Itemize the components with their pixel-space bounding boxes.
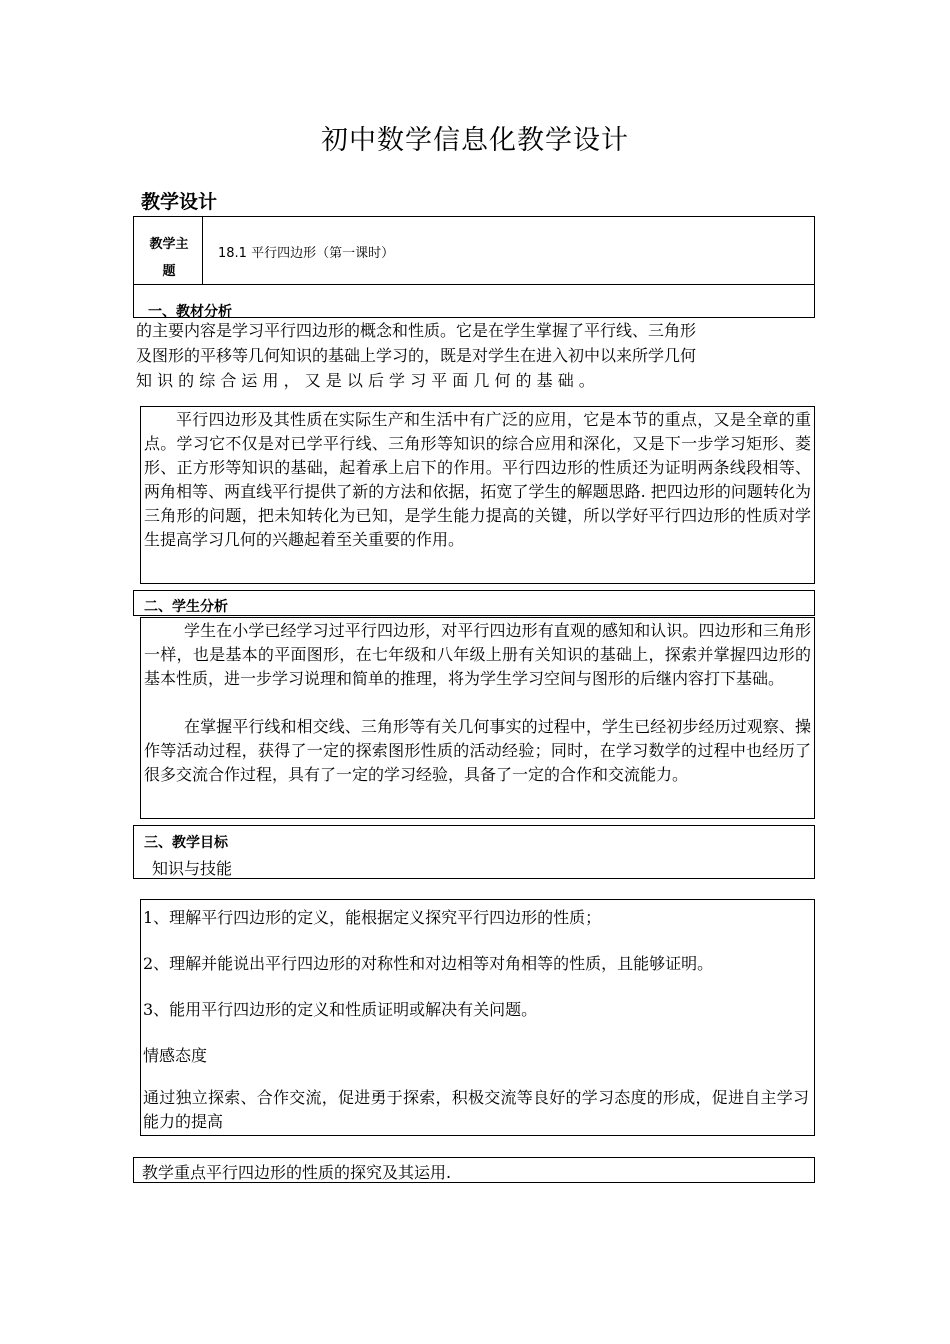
section3-heading-box xyxy=(133,825,815,879)
intro-line: 的主要内容是学习平行四边形的概念和性质。它是在学生掌握了平行线、三角形 xyxy=(136,321,697,340)
topic-label-cell xyxy=(134,217,203,284)
section1-paragraph: 平行四边形及其性质在实际生产和生活中有广泛的应用，它是本节的重点，又是全章的重点。学习它不仅是对已学平行线、三角形等知识的综合应用和深化，又是下一步学习矩形、菱形、正方形等知识的基础，起着承上启下的作用。平行四边形的性质还为证明两条线段相等、两角相等、两直线平行提供了新的方法和依据，拓宽了学生的解题思路. 把四边形的问题转化为三角形的问题，把未知转化为已知，是学生能力提高的关键，所以学好平行四边形的性质对学生提高学习几何的兴趣起着至关重要的作用。 xyxy=(144,410,811,549)
section2-heading-box xyxy=(133,590,815,616)
topic-label: 教学主题 xyxy=(149,237,189,279)
section3-subheading: 知识与技能 xyxy=(152,859,233,878)
section1-heading-box xyxy=(133,284,815,318)
goal-item: 1、理解平行四边形的定义，能根据定义探究平行四边形的性质； xyxy=(143,908,602,927)
attitude-text: 通过独立探索、合作交流，促进勇于探索，积极交流等良好的学习态度的形成，促进自主学习能力的提高 xyxy=(143,1088,809,1131)
section1-heading: 一、教材分析 xyxy=(148,304,232,320)
topic-table xyxy=(133,216,815,285)
intro-line: 知 识 的 综 合 运 用 ， 又 是 以 后 学 习 平 面 几 何 的 基 础 。 xyxy=(136,371,595,390)
goal-item: 3、能用平行四边形的定义和性质证明或解决有关问题。 xyxy=(143,1000,538,1019)
attitude-label: 情感态度 xyxy=(143,1046,208,1065)
goal-item: 2、理解并能说出平行四边形的对称性和对边相等对角相等的性质，且能够证明。 xyxy=(143,954,714,973)
focus-box xyxy=(133,1157,815,1183)
section2-para1: 学生在小学已经学习过平行四边形，对平行四边形有直观的感知和认识。四边形和三角形一样，也是基本的平面图形，在七年级和八年级上册有关知识的基础上，探索并掌握四边形的基本性质，进一步学习说理和简单的推理，将为学生学习空间与图形的后继内容打下基础。 xyxy=(144,621,811,688)
section3-heading: 三、教学目标 xyxy=(144,835,228,851)
section-subtitle: 教学设计 xyxy=(141,191,218,213)
focus-text: 教学重点平行四边形的性质的探究及其运用. xyxy=(142,1163,452,1182)
section2-heading: 二、学生分析 xyxy=(144,599,228,615)
section1-intro xyxy=(136,318,812,394)
intro-line: 及图形的平移等几何知识的基础上学习的，既是对学生在进入初中以来所学几何 xyxy=(136,346,697,365)
section3-goals xyxy=(140,899,815,1136)
section2-body xyxy=(140,617,815,819)
page-title: 初中数学信息化教学设计 xyxy=(321,125,629,156)
topic-value: 18.1 平行四边形（第一课时） xyxy=(218,246,395,261)
section2-para2: 在掌握平行线和相交线、三角形等有关几何事实的过程中，学生已经初步经历过观察、操作等活动过程，获得了一定的探索图形性质的活动经验；同时，在学习数学的过程中也经历了很多交流合作过程，具有了一定的学习经验，具备了一定的合作和交流能力。 xyxy=(144,717,811,784)
section1-textbox xyxy=(140,406,815,584)
